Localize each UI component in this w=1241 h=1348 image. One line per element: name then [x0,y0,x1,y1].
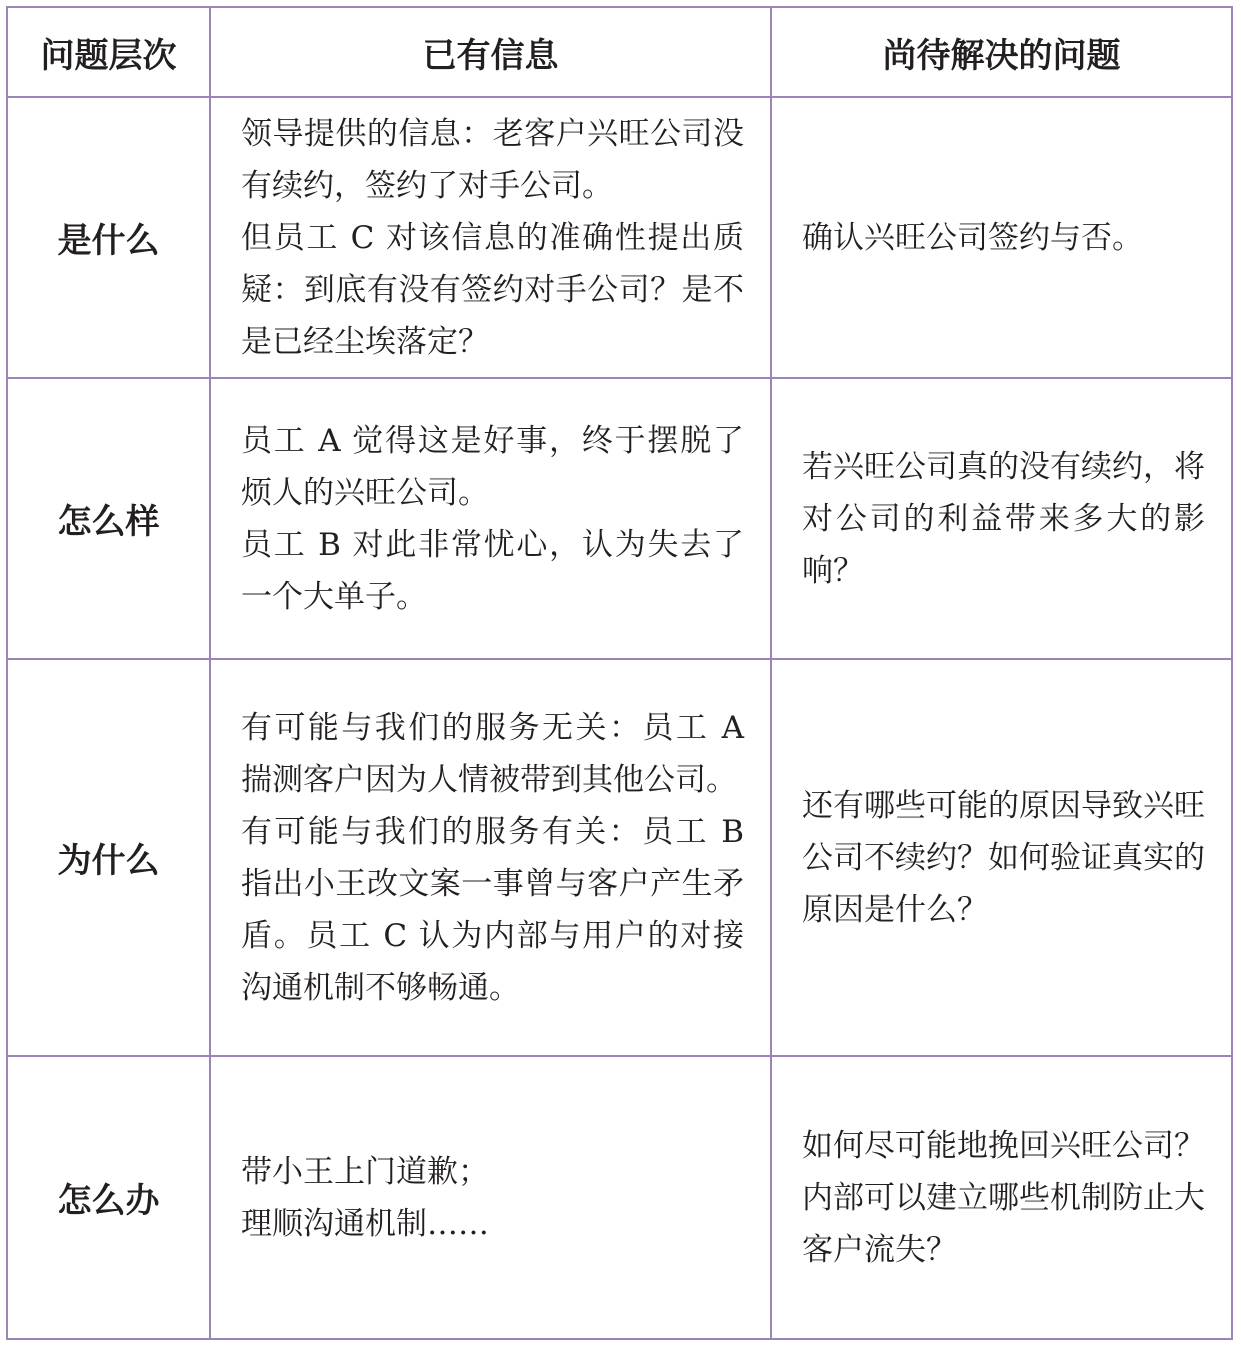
info-paragraph: 员工 A 觉得这是好事，终于摆脱了烦人的兴旺公司。 [241,422,744,511]
info-paragraph: 理顺沟通机制…… [241,1205,489,1242]
level-label: 是什么 [7,97,210,378]
level-label: 怎么样 [7,378,210,659]
header-level: 问题层次 [7,7,210,97]
question-cell: 如何尽可能地挽回兴旺公司？内部可以建立哪些机制防止大客户流失？ [771,1056,1232,1339]
info-paragraph: 员工 B 对此非常忧心，认为失去了一个大单子。 [241,526,744,615]
info-cell [210,97,771,378]
header-existing-info: 已有信息 [210,7,771,97]
level-label: 怎么办 [7,1056,210,1339]
table-row [7,97,1232,378]
table-row [7,1056,1232,1339]
question-cell: 还有哪些可能的原因导致兴旺公司不续约？如何验证真实的原因是什么？ [771,659,1232,1056]
header-row [7,7,1232,97]
question-cell: 确认兴旺公司签约与否。 [771,97,1232,378]
info-paragraph: 有可能与我们的服务有关：员工 B 指出小王改文案一事曾与客户产生矛盾。员工 C 认为内部与用户的对接沟通机制不够畅通。 [241,813,744,1006]
info-cell [210,659,771,1056]
problem-analysis-table [6,6,1233,1340]
header-open-questions: 尚待解决的问题 [771,7,1232,97]
info-cell [210,378,771,659]
level-label: 为什么 [7,659,210,1056]
info-cell [210,1056,771,1339]
table-row [7,378,1232,659]
info-paragraph: 领导提供的信息：老客户兴旺公司没有续约，签约了对手公司。 [241,115,744,204]
info-paragraph: 带小王上门道歉； [241,1153,489,1190]
question-cell: 若兴旺公司真的没有续约，将对公司的利益带来多大的影响？ [771,378,1232,659]
info-paragraph: 有可能与我们的服务无关：员工 A 揣测客户因为人情被带到其他公司。 [241,709,744,798]
info-paragraph: 但员工 C 对该信息的准确性提出质疑：到底有没有签约对手公司？是不是已经尘埃落定？ [241,219,744,360]
table-row [7,659,1232,1056]
